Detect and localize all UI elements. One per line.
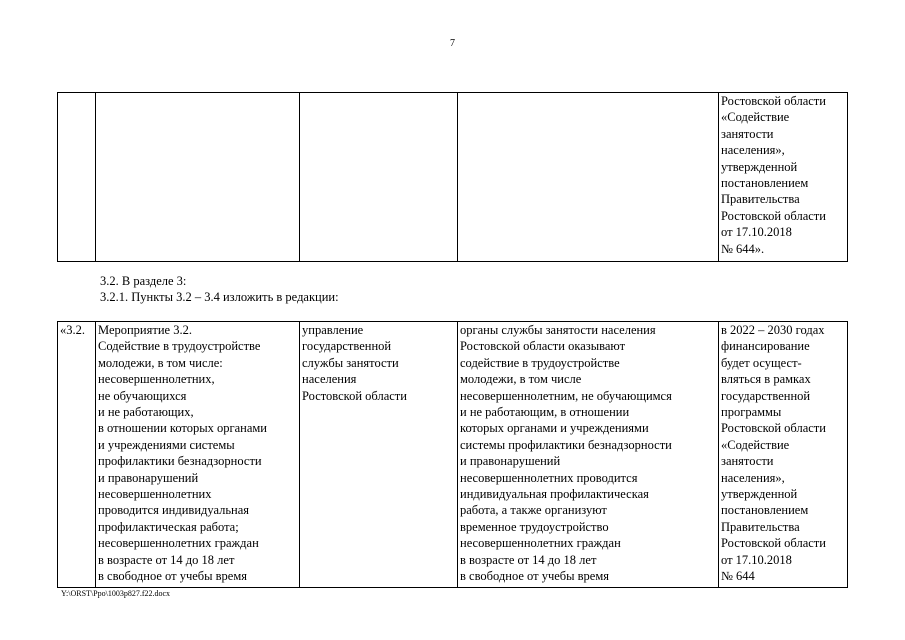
table-cell-number xyxy=(58,93,96,262)
table-cell-description xyxy=(458,93,719,262)
table-cell-number: «3.2. xyxy=(58,322,96,588)
section-clause: 3.2.1. Пункты 3.2 – 3.4 изложить в редакции: xyxy=(100,290,339,304)
table-cell-description: органы службы занятости населения Ростовской области оказывают содействие в трудоустройстве молодежи, в том числе несовершеннолетним, не обучающимся и не работающим, в отношении которых органами и учреждениями системы профилактики безнадзорности и правонарушений несовершеннолетних проводится индивидуальная профилактическая работа, а также организуют временное трудоустройство несовершеннолетних граждан в возрасте от 14 до 18 лет в свободное от учебы время xyxy=(458,322,719,588)
section-heading: 3.2. В разделе 3: xyxy=(100,274,187,288)
table-cell-executor xyxy=(300,93,458,262)
continuation-table xyxy=(57,92,848,262)
table-cell-activity: Мероприятие 3.2. Содействие в трудоустройстве молодежи, в том числе: несовершеннолетних, не обучающихся и не работающих, в отношении которых органами и учреждениями системы профилактики безнадзорности и правонарушений несовершеннолетних проводится индивидуальная профилактическая работа; несовершеннолетних граждан в возрасте от 14 до 18 лет в свободное от учебы время xyxy=(96,322,300,588)
table-cell-financing: Ростовской области «Содействие занятости населения», утвержденной постановлением Правительства Ростовской области от 17.10.2018 № 644». xyxy=(719,93,848,262)
table-cell-executor: управление государственной службы занятости населения Ростовской области xyxy=(300,322,458,588)
table-cell-activity xyxy=(96,93,300,262)
page-number: 7 xyxy=(450,38,455,49)
table-row xyxy=(58,93,848,262)
table-cell-financing: в 2022 – 2030 годах финансирование будет осущест- вляться в рамках государственной программы Ростовской области «Содействие занятости населения», утвержденной постановлением Правительства Ростовской области от 17.10.2018 № 644 xyxy=(719,322,848,588)
footer-file-path: Y:\ORST\Ppo\1003p827.f22.docx xyxy=(61,589,171,598)
table-row xyxy=(58,322,848,588)
activity-table xyxy=(57,321,848,588)
